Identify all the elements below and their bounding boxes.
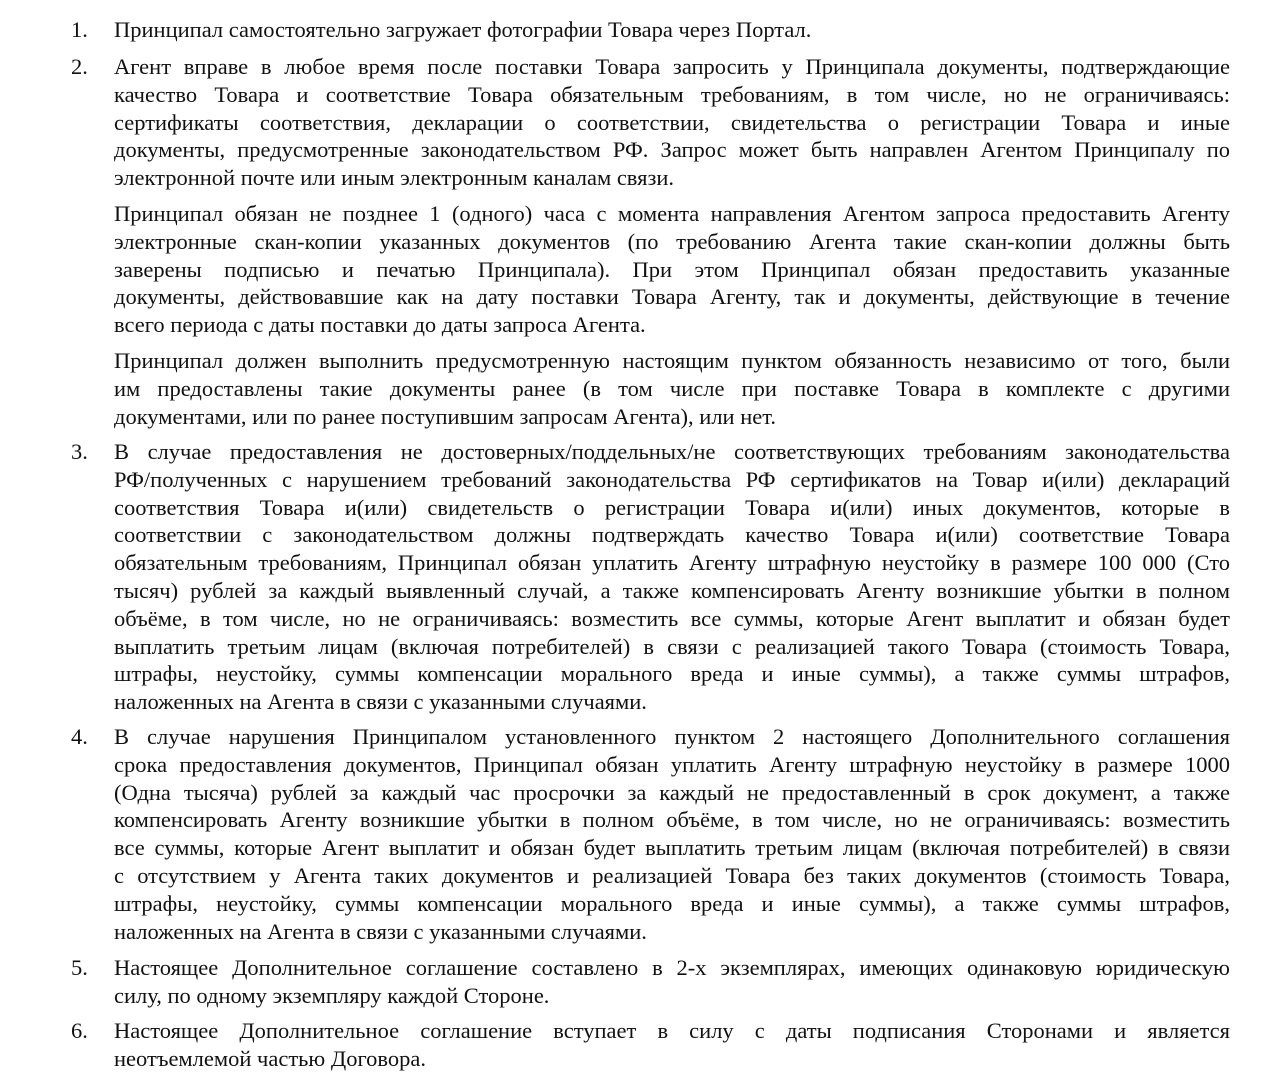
text-line: документы, действовавшие как на дату поставки Товара Агенту, так и документы, действующие в течение [114, 284, 1230, 310]
text-line: (Одна тысяча) рублей за каждый час просрочки за каждый не предоставленный в срок документ, а также [114, 779, 1230, 805]
clause-number: 1. [71, 17, 88, 42]
text-line: Настоящее Дополнительное соглашение вступает в силу с даты подписания Сторонами и является [114, 1018, 1230, 1043]
text-line: Настоящее Дополнительное соглашение составлено в 2-х экземплярах, имеющих одинаковую юридическую [114, 955, 1230, 980]
clause-paragraph [114, 16, 1230, 44]
text-line: сертификаты соответствия, декларации о соответствии, свидетельства о регистрации Товара и иные [114, 109, 1230, 135]
text-line: Принципал должен выполнить предусмотренную настоящим пунктом обязанность независимо от того, были [114, 348, 1230, 373]
text-line: штрафы, неустойку, суммы компенсации морального вреда и иные суммы), а также суммы штрафов, [114, 661, 1230, 687]
clause-number: 2. [71, 54, 88, 79]
text-line: неотъемлемой частью Договора. [114, 1045, 426, 1071]
text-line: документы, предусмотренные законодательством РФ. Запрос может быть направлен Агентом Принципалу по [114, 137, 1230, 163]
text-line: силу, по одному экземпляру каждой Стороне. [114, 982, 550, 1008]
clause-number: 5. [71, 955, 88, 980]
text-line: все суммы, которые Агент выплатит и обязан будет выплатить третьим лицам (включая потребителей) в связи [114, 835, 1230, 861]
text-line: всего периода с даты поставки до даты запроса Агента. [114, 312, 646, 338]
text-line: электронной почте или иным электронным каналам связи. [114, 165, 675, 191]
text-line: выплатить третьим лицам (включая потребителей) в связи с реализацией такого Товара (стоимость Товара, [114, 633, 1230, 659]
text-line: наложенных на Агента в связи с указанными случаями. [114, 918, 647, 944]
text-line: наложенных на Агента в связи с указанными случаями. [114, 689, 647, 715]
text-line: обязательным требованиям, Принципал обязан уплатить Агенту штрафную неустойку в размере 100 000 (Сто [114, 550, 1230, 576]
clause-number: 4. [71, 724, 88, 749]
text-line: срока предоставления документов, Принципал обязан уплатить Агенту штрафную неустойку в размере 1000 [114, 751, 1230, 777]
text-line: Принципал самостоятельно загружает фотографии Товара через Портал. [114, 17, 812, 42]
clause-paragraph [114, 954, 1230, 1010]
text-line: документами, или по ранее поступившим запросам Агента), или нет. [114, 403, 777, 429]
text-line: РФ/полученных с нарушением требований законодательства РФ сертификатов на Товар и(или) деклараций [114, 466, 1230, 492]
text-line: тысяч) рублей за каждый выявленный случай, а также компенсировать Агенту возникшие убытки в полном [114, 577, 1230, 603]
text-line: им предоставлены такие документы ранее (в том числе при поставке Товара в комплекте с другими [114, 375, 1230, 401]
clause-paragraph [114, 723, 1230, 945]
text-line: заверены подписью и печатью Принципала). При этом Принципал обязан предоставить указанные [114, 256, 1230, 282]
clause-number: 3. [71, 439, 88, 464]
text-line: соответствия Товара и(или) свидетельств о регистрации Товара и(или) иных документов, которые в [114, 494, 1230, 520]
text-line: объёме, в том числе, но не ограничиваясь: возместить все суммы, которые Агент выплатит и обязан будет [114, 605, 1230, 631]
clause-paragraph [114, 438, 1230, 716]
text-line: Агент вправе в любое время после поставки Товара запросить у Принципала документы, подтверждающие [114, 54, 1230, 79]
text-line: В случае предоставления не достоверных/поддельных/не соответствующих требованиям законодательства [114, 439, 1230, 464]
clause-paragraph [114, 1017, 1230, 1073]
text-line: Принципал обязан не позднее 1 (одного) часа с момента направления Агентом запроса предоставить Агенту [114, 201, 1230, 226]
text-line: соответствии с законодательством должны подтверждать качество Товара и(или) соответствие Товара [114, 522, 1230, 548]
clause-paragraph [114, 347, 1230, 430]
text-line: компенсировать Агенту возникшие убытки в полном объёме, в том числе, но не ограничиваясь: возместить [114, 807, 1230, 833]
text-line: качество Товара и соответствие Товара обязательным требованиям, в том числе, но не ограничиваясь: [114, 81, 1230, 107]
text-line: штрафы, неустойку, суммы компенсации морального вреда и иные суммы), а также суммы штрафов, [114, 890, 1230, 916]
text-line: электронные скан-копии указанных документов (по требованию Агента такие скан-копии должны быть [114, 228, 1230, 254]
clause-paragraph [114, 53, 1230, 192]
clause-paragraph [114, 200, 1230, 339]
text-line: В случае нарушения Принципалом установленного пунктом 2 настоящего Дополнительного соглашения [114, 724, 1230, 749]
text-line: с отсутствием у Агента таких документов и реализацией Товара без таких документов (стоимость Товара, [114, 862, 1230, 888]
clause-number: 6. [71, 1018, 88, 1043]
